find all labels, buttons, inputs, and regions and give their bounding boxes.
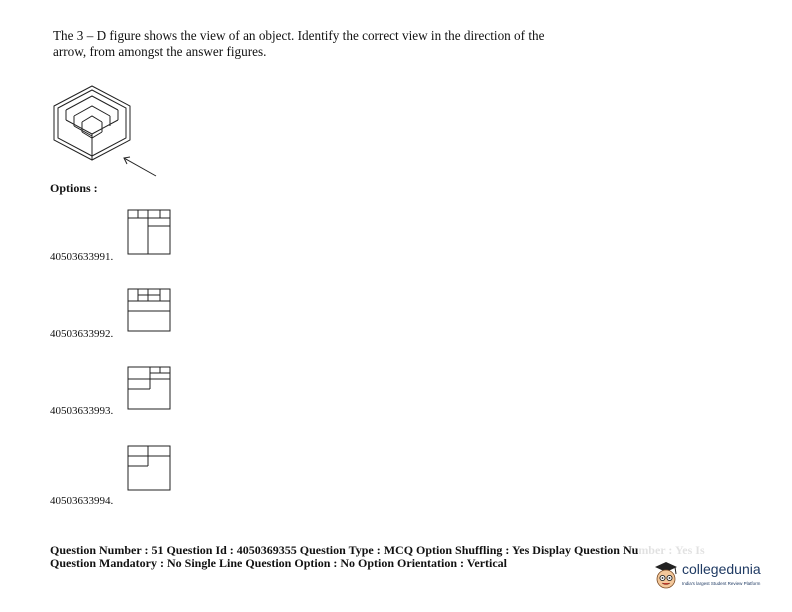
direction-arrow — [124, 157, 156, 176]
option-1-figure[interactable] — [127, 209, 171, 255]
collegedunia-logo — [652, 557, 782, 599]
metadata-line-1-main: Question Number : 51 Question Id : 4050369355 Question Type : MCQ Option Shuffling : Yes Display Question Nu — [50, 543, 639, 557]
options-label: Options : — [50, 181, 98, 195]
question-metadata — [50, 544, 705, 570]
option-1-id[interactable]: 40503633991. — [50, 251, 114, 263]
question-line-1: The 3 – D figure shows the view of an object. Identify the correct view in the direction of the — [53, 28, 545, 43]
question-text — [53, 28, 613, 60]
option-2-id[interactable]: 40503633992. — [50, 328, 114, 340]
isometric-object-figure — [48, 78, 168, 182]
question-line-2: arrow, from amongst the answer figures. — [53, 44, 267, 59]
mascot-icon — [652, 559, 680, 593]
metadata-line-2: Question Mandatory : No Single Line Question Option : No Option Orientation : Vertical — [50, 556, 508, 570]
option-3-figure[interactable] — [127, 366, 171, 410]
logo-brand: collegedunia — [682, 561, 761, 577]
option-4-figure[interactable] — [127, 445, 171, 491]
option-3-id[interactable]: 40503633993. — [50, 405, 114, 417]
metadata-line-1-faded: mber : Yes Is — [638, 543, 705, 557]
option-2-figure[interactable] — [127, 288, 171, 332]
option-4-id[interactable]: 40503633994. — [50, 495, 114, 507]
logo-tagline: India's largest Student Review Platform — [682, 581, 761, 586]
